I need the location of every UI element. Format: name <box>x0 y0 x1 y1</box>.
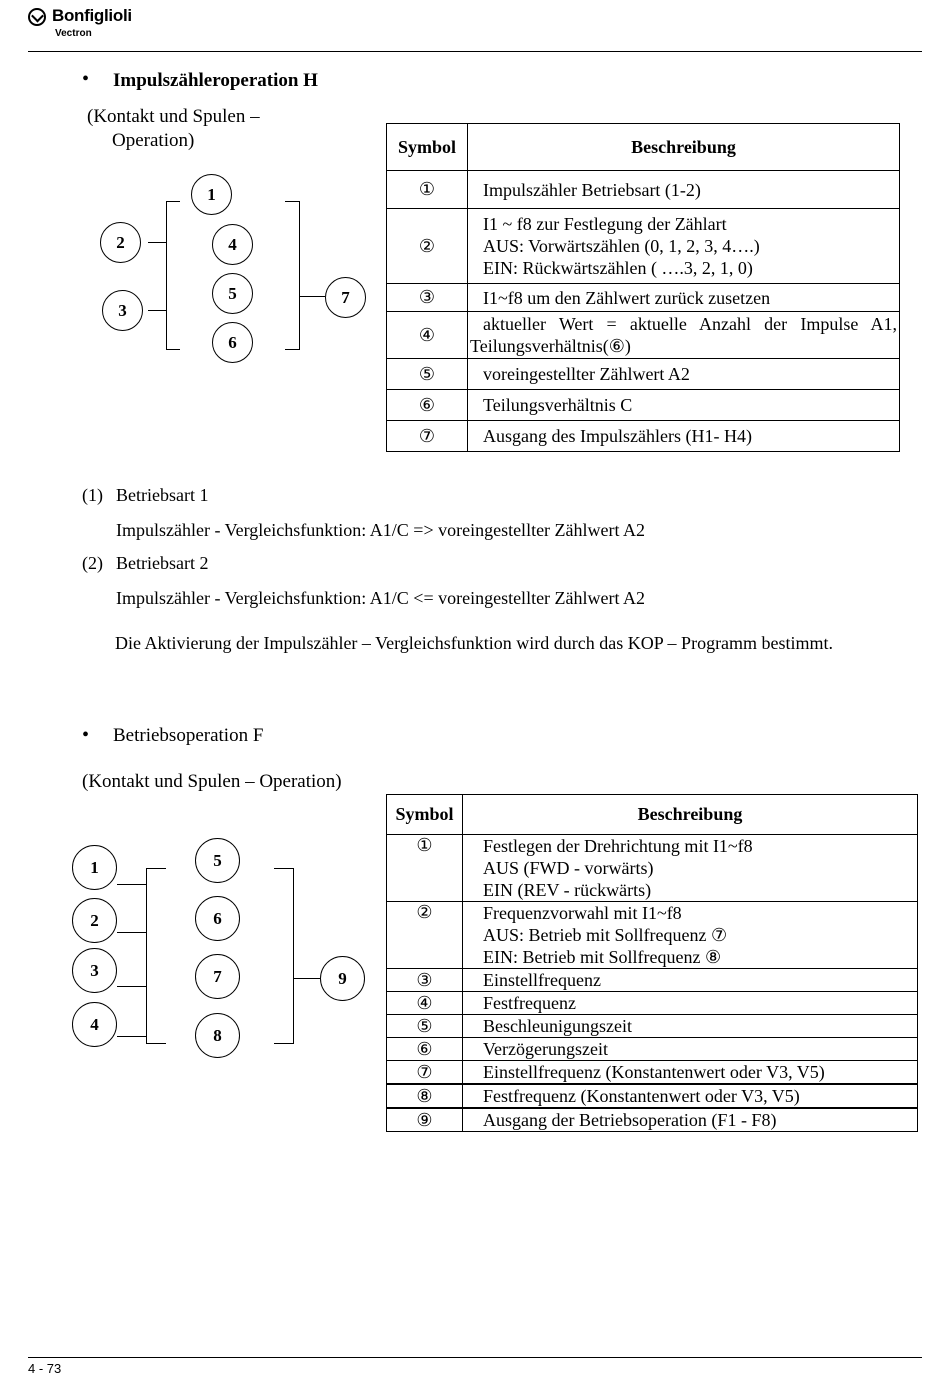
table-row <box>387 969 918 992</box>
description-line: EIN (REV - rückwärts) <box>483 880 652 900</box>
description-line: EIN: Betrieb mit Sollfrequenz ⑧ <box>483 947 722 967</box>
description-line: Verzögerungszeit <box>483 1039 608 1059</box>
description-line: Teilungsverhältnis(⑥) <box>470 336 631 356</box>
description-line: Teilungsverhältnis C <box>483 395 633 415</box>
mode-2-label: (2) <box>82 553 103 573</box>
bonfiglioli-logo-icon <box>28 8 46 26</box>
diagram-line <box>146 868 166 869</box>
diagram-node: 6 <box>212 322 253 363</box>
description-line: I1~f8 um den Zählwert zurück zusetzen <box>483 287 771 308</box>
diagram-node: 3 <box>102 290 143 331</box>
symbol-table-f <box>386 794 918 1132</box>
section-f-subtitle: (Kontakt und Spulen – Operation) <box>82 771 342 792</box>
description-line: Ausgang des Impulszählers (H1- H4) <box>483 426 752 446</box>
section-h-title: Impulszähleroperation H <box>113 70 318 91</box>
diagram-node: 7 <box>325 277 366 318</box>
diagram-line <box>274 868 293 869</box>
diagram-node: 2 <box>100 222 141 263</box>
description-line: I1 ~ f8 zur Festlegung der Zählart <box>483 214 727 234</box>
section-h-subtitle-2: Operation) <box>112 130 195 151</box>
diagram-line <box>293 868 294 1044</box>
diagram-node: 7 <box>195 954 240 999</box>
diagram-line <box>299 201 300 350</box>
diagram-line <box>117 932 146 933</box>
table-row <box>387 171 900 209</box>
description-line: Einstellfrequenz <box>483 970 601 990</box>
diagram-line <box>293 978 320 979</box>
table-row <box>387 902 918 969</box>
table-row <box>387 1084 918 1108</box>
column-header-description: Beschreibung <box>468 124 900 171</box>
diagram-node: 4 <box>72 1002 117 1047</box>
symbol-cell: ① <box>387 835 463 902</box>
description-line: Festfrequenz (Konstantenwert oder V3, V5) <box>483 1086 800 1106</box>
symbol-cell: ⑦ <box>387 421 468 452</box>
column-header-description: Beschreibung <box>463 795 918 835</box>
description-line: Ausgang der Betriebsoperation (F1 - F8) <box>483 1110 777 1130</box>
symbol-cell: ③ <box>387 284 468 312</box>
diagram-line <box>148 242 166 243</box>
diagram-line <box>166 349 180 350</box>
mode-1-text: Impulszähler - Vergleichsfunktion: A1/C => voreingestellter Zählwert A2 <box>116 520 646 540</box>
mode-1-label: (1) <box>82 485 103 505</box>
diagram-node: 5 <box>195 838 240 883</box>
diagram-line <box>285 349 299 350</box>
table-row <box>387 421 900 452</box>
diagram-node: 5 <box>212 273 253 314</box>
symbol-cell: ⑥ <box>387 390 468 421</box>
description-line: AUS (FWD - vorwärts) <box>483 858 654 878</box>
table-row <box>387 992 918 1015</box>
header-rule <box>28 51 922 52</box>
table-row <box>387 312 900 359</box>
symbol-cell: ⑦ <box>387 1061 463 1085</box>
mode-2-text: Impulszähler - Vergleichsfunktion: A1/C <= voreingestellter Zählwert A2 <box>116 588 646 608</box>
table-row <box>387 1015 918 1038</box>
description-line: aktueller Wert = aktuelle Anzahl der Impulse A1, <box>483 314 897 334</box>
mode-2-title: Betriebsart 2 <box>116 553 209 573</box>
diagram-line <box>117 986 146 987</box>
symbol-cell: ⑨ <box>387 1108 463 1132</box>
description-line: Einstellfrequenz (Konstantenwert oder V3, V5) <box>483 1062 825 1082</box>
diagram-line <box>166 201 180 202</box>
bullet-icon: • <box>82 724 90 746</box>
section-f-title: Betriebsoperation F <box>113 725 264 746</box>
diagram-line <box>166 201 167 350</box>
symbol-cell: ② <box>387 209 468 284</box>
diagram-line <box>299 296 325 297</box>
symbol-cell: ① <box>387 171 468 209</box>
mode-note: Die Aktivierung der Impulszähler – Vergleichsfunktion wird durch das KOP – Programm bestimmt. <box>115 633 834 653</box>
description-line: Festlegen der Drehrichtung mit I1~f8 <box>483 836 753 856</box>
brand-name: Bonfiglioli <box>52 6 132 25</box>
symbol-cell: ⑤ <box>387 359 468 390</box>
table-row <box>387 835 918 902</box>
description-line: EIN: Rückwärtszählen ( ….3, 2, 1, 0) <box>483 258 753 278</box>
table-row <box>387 1038 918 1061</box>
table-row <box>387 209 900 284</box>
diagram-node: 6 <box>195 896 240 941</box>
symbol-cell: ④ <box>387 992 463 1015</box>
diagram-node: 9 <box>320 956 365 1001</box>
description-line: Frequenzvorwahl mit I1~f8 <box>483 903 682 923</box>
diagram-line <box>117 884 146 885</box>
description-line: Festfrequenz <box>483 993 576 1013</box>
section-h-subtitle-1: (Kontakt und Spulen – <box>87 106 260 127</box>
table-row <box>387 284 900 312</box>
diagram-line <box>146 868 147 1044</box>
diagram-line <box>117 1036 146 1037</box>
description-line: Beschleunigungszeit <box>483 1016 632 1036</box>
description-line: AUS: Betrieb mit Sollfrequenz ⑦ <box>483 925 728 945</box>
diagram-line <box>285 201 299 202</box>
diagram-line <box>148 310 166 311</box>
symbol-cell: ③ <box>387 969 463 992</box>
table-row <box>387 359 900 390</box>
description-line: voreingestellter Zählwert A2 <box>483 364 690 384</box>
diagram-node: 1 <box>191 174 232 215</box>
footer-rule <box>28 1357 922 1358</box>
column-header-symbol: Symbol <box>387 124 468 171</box>
column-header-symbol: Symbol <box>387 795 463 835</box>
diagram-line <box>146 1043 166 1044</box>
diagram-node: 1 <box>72 845 117 890</box>
table-row <box>387 1108 918 1132</box>
diagram-line <box>274 1043 293 1044</box>
description-line: AUS: Vorwärtszählen (0, 1, 2, 3, 4….) <box>483 236 760 256</box>
bullet-icon: • <box>82 68 90 90</box>
symbol-cell: ④ <box>387 312 468 359</box>
diagram-node: 8 <box>195 1013 240 1058</box>
description-line: Impulszähler Betriebsart (1-2) <box>483 179 701 200</box>
symbol-cell: ⑥ <box>387 1038 463 1061</box>
symbol-cell: ② <box>387 902 463 969</box>
diagram-node: 4 <box>212 224 253 265</box>
mode-1-title: Betriebsart 1 <box>116 485 209 505</box>
page-number: 4 - 73 <box>28 1361 62 1376</box>
table-row <box>387 390 900 421</box>
symbol-cell: ⑤ <box>387 1015 463 1038</box>
diagram-node: 3 <box>72 948 117 993</box>
diagram-node: 2 <box>72 898 117 943</box>
symbol-table-h <box>386 123 900 452</box>
brand-subname: Vectron <box>55 28 92 39</box>
symbol-cell: ⑧ <box>387 1084 463 1108</box>
table-row <box>387 1061 918 1085</box>
